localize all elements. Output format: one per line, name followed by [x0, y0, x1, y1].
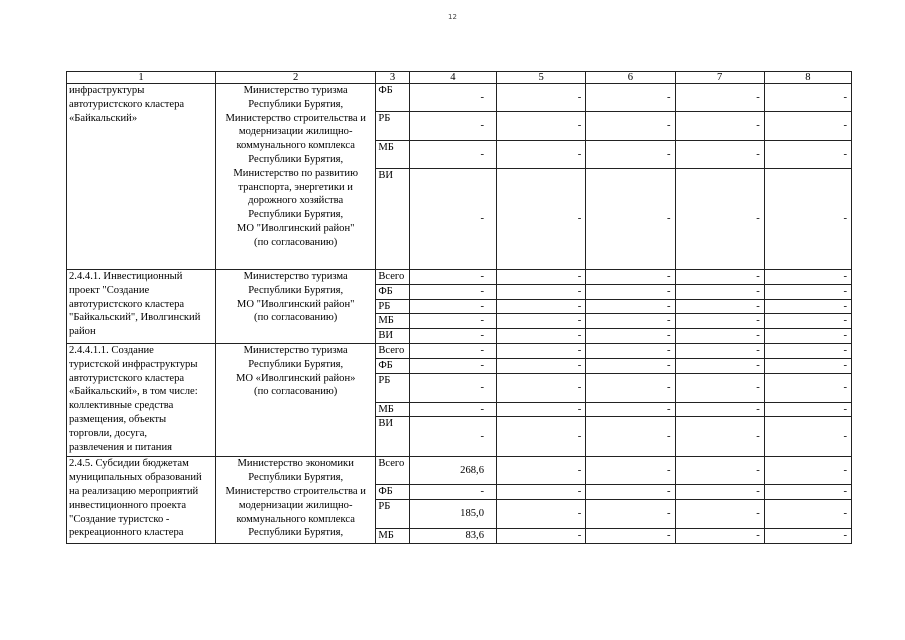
amount-cell: - — [586, 529, 675, 544]
measure-name: 2.4.5. Субсидии бюджетам муниципальных образований на реализацию мероприятий инвестиционного проекта "Создание туристско - рекреационного кластера — [67, 457, 216, 544]
funding-source: ВИ — [376, 417, 409, 457]
measure-name: 2.4.4.1.1. Создание туристской инфраструктуры автотуристского кластера «Байкальский», в том числе: коллективные средства размещения, объекты торговли, досуга, развлечения и питания — [67, 343, 216, 456]
amount-cell: - — [586, 402, 675, 417]
amount-cell: - — [764, 270, 851, 285]
amount-cell: - — [586, 329, 675, 344]
page-number: 12 — [448, 13, 457, 21]
amount-cell: - — [764, 500, 851, 529]
amount-cell: - — [586, 270, 675, 285]
amount-cell: - — [675, 141, 764, 169]
amount-cell: - — [675, 314, 764, 329]
amount-cell: - — [675, 402, 764, 417]
funding-source: Всего — [376, 457, 409, 485]
amount-cell: - — [764, 112, 851, 141]
amount-cell: - — [497, 314, 586, 329]
amount-cell: - — [409, 417, 496, 457]
amount-cell: - — [586, 141, 675, 169]
funding-source: Всего — [376, 270, 409, 285]
amount-cell: - — [764, 169, 851, 270]
amount-cell: - — [409, 373, 496, 402]
amount-cell: - — [409, 329, 496, 344]
funding-source: РБ — [376, 500, 409, 529]
amount-cell: - — [675, 485, 764, 500]
column-number: 3 — [376, 72, 409, 84]
amount-cell: - — [764, 329, 851, 344]
amount-cell: - — [764, 417, 851, 457]
amount-cell: - — [497, 270, 586, 285]
amount-cell: - — [409, 299, 496, 314]
column-number: 6 — [586, 72, 675, 84]
responsible-executor: Министерство туризма Республики Бурятия, МО "Иволгинский район" (по согласованию) — [216, 270, 376, 344]
amount-cell: - — [409, 112, 496, 141]
funding-source: Всего — [376, 343, 409, 358]
funding-source: ФБ — [376, 358, 409, 373]
amount-cell: - — [675, 169, 764, 270]
amount-cell: - — [497, 358, 586, 373]
amount-cell: - — [497, 112, 586, 141]
amount-cell: - — [409, 402, 496, 417]
amount-cell: - — [764, 373, 851, 402]
responsible-executor: Министерство туризма Республики Бурятия, МО «Иволгинский район» (по согласованию) — [216, 343, 376, 456]
amount-cell: - — [497, 141, 586, 169]
amount-cell: - — [586, 457, 675, 485]
amount-cell: - — [675, 343, 764, 358]
amount-cell: - — [764, 84, 851, 112]
funding-source: ФБ — [376, 284, 409, 299]
column-number: 8 — [764, 72, 851, 84]
amount-cell: - — [409, 343, 496, 358]
amount-cell: - — [586, 358, 675, 373]
funding-row — [67, 84, 852, 112]
amount-cell: - — [675, 299, 764, 314]
column-number-row — [67, 72, 852, 84]
funding-source: ВИ — [376, 329, 409, 344]
amount-cell: - — [586, 343, 675, 358]
amount-cell: - — [586, 485, 675, 500]
amount-cell: - — [586, 500, 675, 529]
budget-table — [66, 71, 852, 544]
amount-cell: - — [497, 417, 586, 457]
amount-cell: - — [764, 314, 851, 329]
amount-cell: - — [497, 284, 586, 299]
column-number: 1 — [67, 72, 216, 84]
funding-source: РБ — [376, 299, 409, 314]
column-number: 2 — [216, 72, 376, 84]
amount-cell: 268,6 — [409, 457, 496, 485]
amount-cell: - — [497, 402, 586, 417]
funding-source: ВИ — [376, 169, 409, 270]
amount-cell: - — [675, 270, 764, 285]
amount-cell: - — [675, 84, 764, 112]
amount-cell: - — [409, 84, 496, 112]
amount-cell: - — [764, 299, 851, 314]
amount-cell: - — [409, 284, 496, 299]
funding-row — [67, 457, 852, 485]
amount-cell: - — [675, 358, 764, 373]
amount-cell: - — [409, 141, 496, 169]
amount-cell: - — [675, 373, 764, 402]
amount-cell: - — [409, 314, 496, 329]
responsible-executor: Министерство экономики Республики Бурятия, Министерство строительства и модернизации жилищно- коммунального комплекса Республики Бурятия, — [216, 457, 376, 544]
amount-cell: - — [409, 270, 496, 285]
amount-cell: - — [764, 141, 851, 169]
funding-row — [67, 343, 852, 358]
responsible-executor: Министерство туризма Республики Бурятия, Министерство строительства и модернизации жилищно- коммунального комплекса Республики Бурятия, Министерство по развитию транспорта, энергетики и дорожного хозяйства Республики Бурятия, МО "Иволгинский район" (по согласованию) — [216, 84, 376, 270]
amount-cell: - — [497, 299, 586, 314]
funding-source: МБ — [376, 402, 409, 417]
amount-cell: - — [497, 529, 586, 544]
column-number: 5 — [497, 72, 586, 84]
amount-cell: - — [409, 169, 496, 270]
amount-cell: - — [764, 402, 851, 417]
amount-cell: - — [675, 112, 764, 141]
amount-cell: - — [497, 84, 586, 112]
amount-cell: - — [675, 417, 764, 457]
amount-cell: - — [409, 485, 496, 500]
column-number: 7 — [675, 72, 764, 84]
funding-source: МБ — [376, 314, 409, 329]
amount-cell: - — [586, 373, 675, 402]
amount-cell: - — [586, 112, 675, 141]
amount-cell: - — [497, 169, 586, 270]
amount-cell: - — [586, 169, 675, 270]
amount-cell: - — [497, 500, 586, 529]
funding-source: МБ — [376, 141, 409, 169]
amount-cell: - — [409, 358, 496, 373]
measure-name: инфраструктуры автотуристского кластера «Байкальский» — [67, 84, 216, 270]
amount-cell: - — [586, 314, 675, 329]
amount-cell: - — [764, 343, 851, 358]
amount-cell: - — [764, 457, 851, 485]
funding-source: РБ — [376, 373, 409, 402]
funding-source: ФБ — [376, 84, 409, 112]
amount-cell: - — [675, 457, 764, 485]
amount-cell: - — [586, 299, 675, 314]
amount-cell: - — [586, 417, 675, 457]
funding-source: РБ — [376, 112, 409, 141]
amount-cell: - — [497, 485, 586, 500]
amount-cell: - — [675, 500, 764, 529]
amount-cell: - — [764, 284, 851, 299]
amount-cell: - — [764, 358, 851, 373]
amount-cell: - — [497, 373, 586, 402]
column-number: 4 — [409, 72, 496, 84]
amount-cell: 83,6 — [409, 529, 496, 544]
amount-cell: - — [764, 529, 851, 544]
funding-source: МБ — [376, 529, 409, 544]
amount-cell: - — [764, 485, 851, 500]
amount-cell: - — [586, 284, 675, 299]
amount-cell: - — [497, 343, 586, 358]
amount-cell: - — [675, 284, 764, 299]
funding-row — [67, 270, 852, 285]
amount-cell: - — [497, 457, 586, 485]
amount-cell: - — [586, 84, 675, 112]
funding-source: ФБ — [376, 485, 409, 500]
amount-cell: - — [675, 329, 764, 344]
amount-cell: - — [497, 329, 586, 344]
amount-cell: - — [675, 529, 764, 544]
measure-name: 2.4.4.1. Инвестиционный проект "Создание автотуристского кластера "Байкальский", Иволгинский район — [67, 270, 216, 344]
amount-cell: 185,0 — [409, 500, 496, 529]
